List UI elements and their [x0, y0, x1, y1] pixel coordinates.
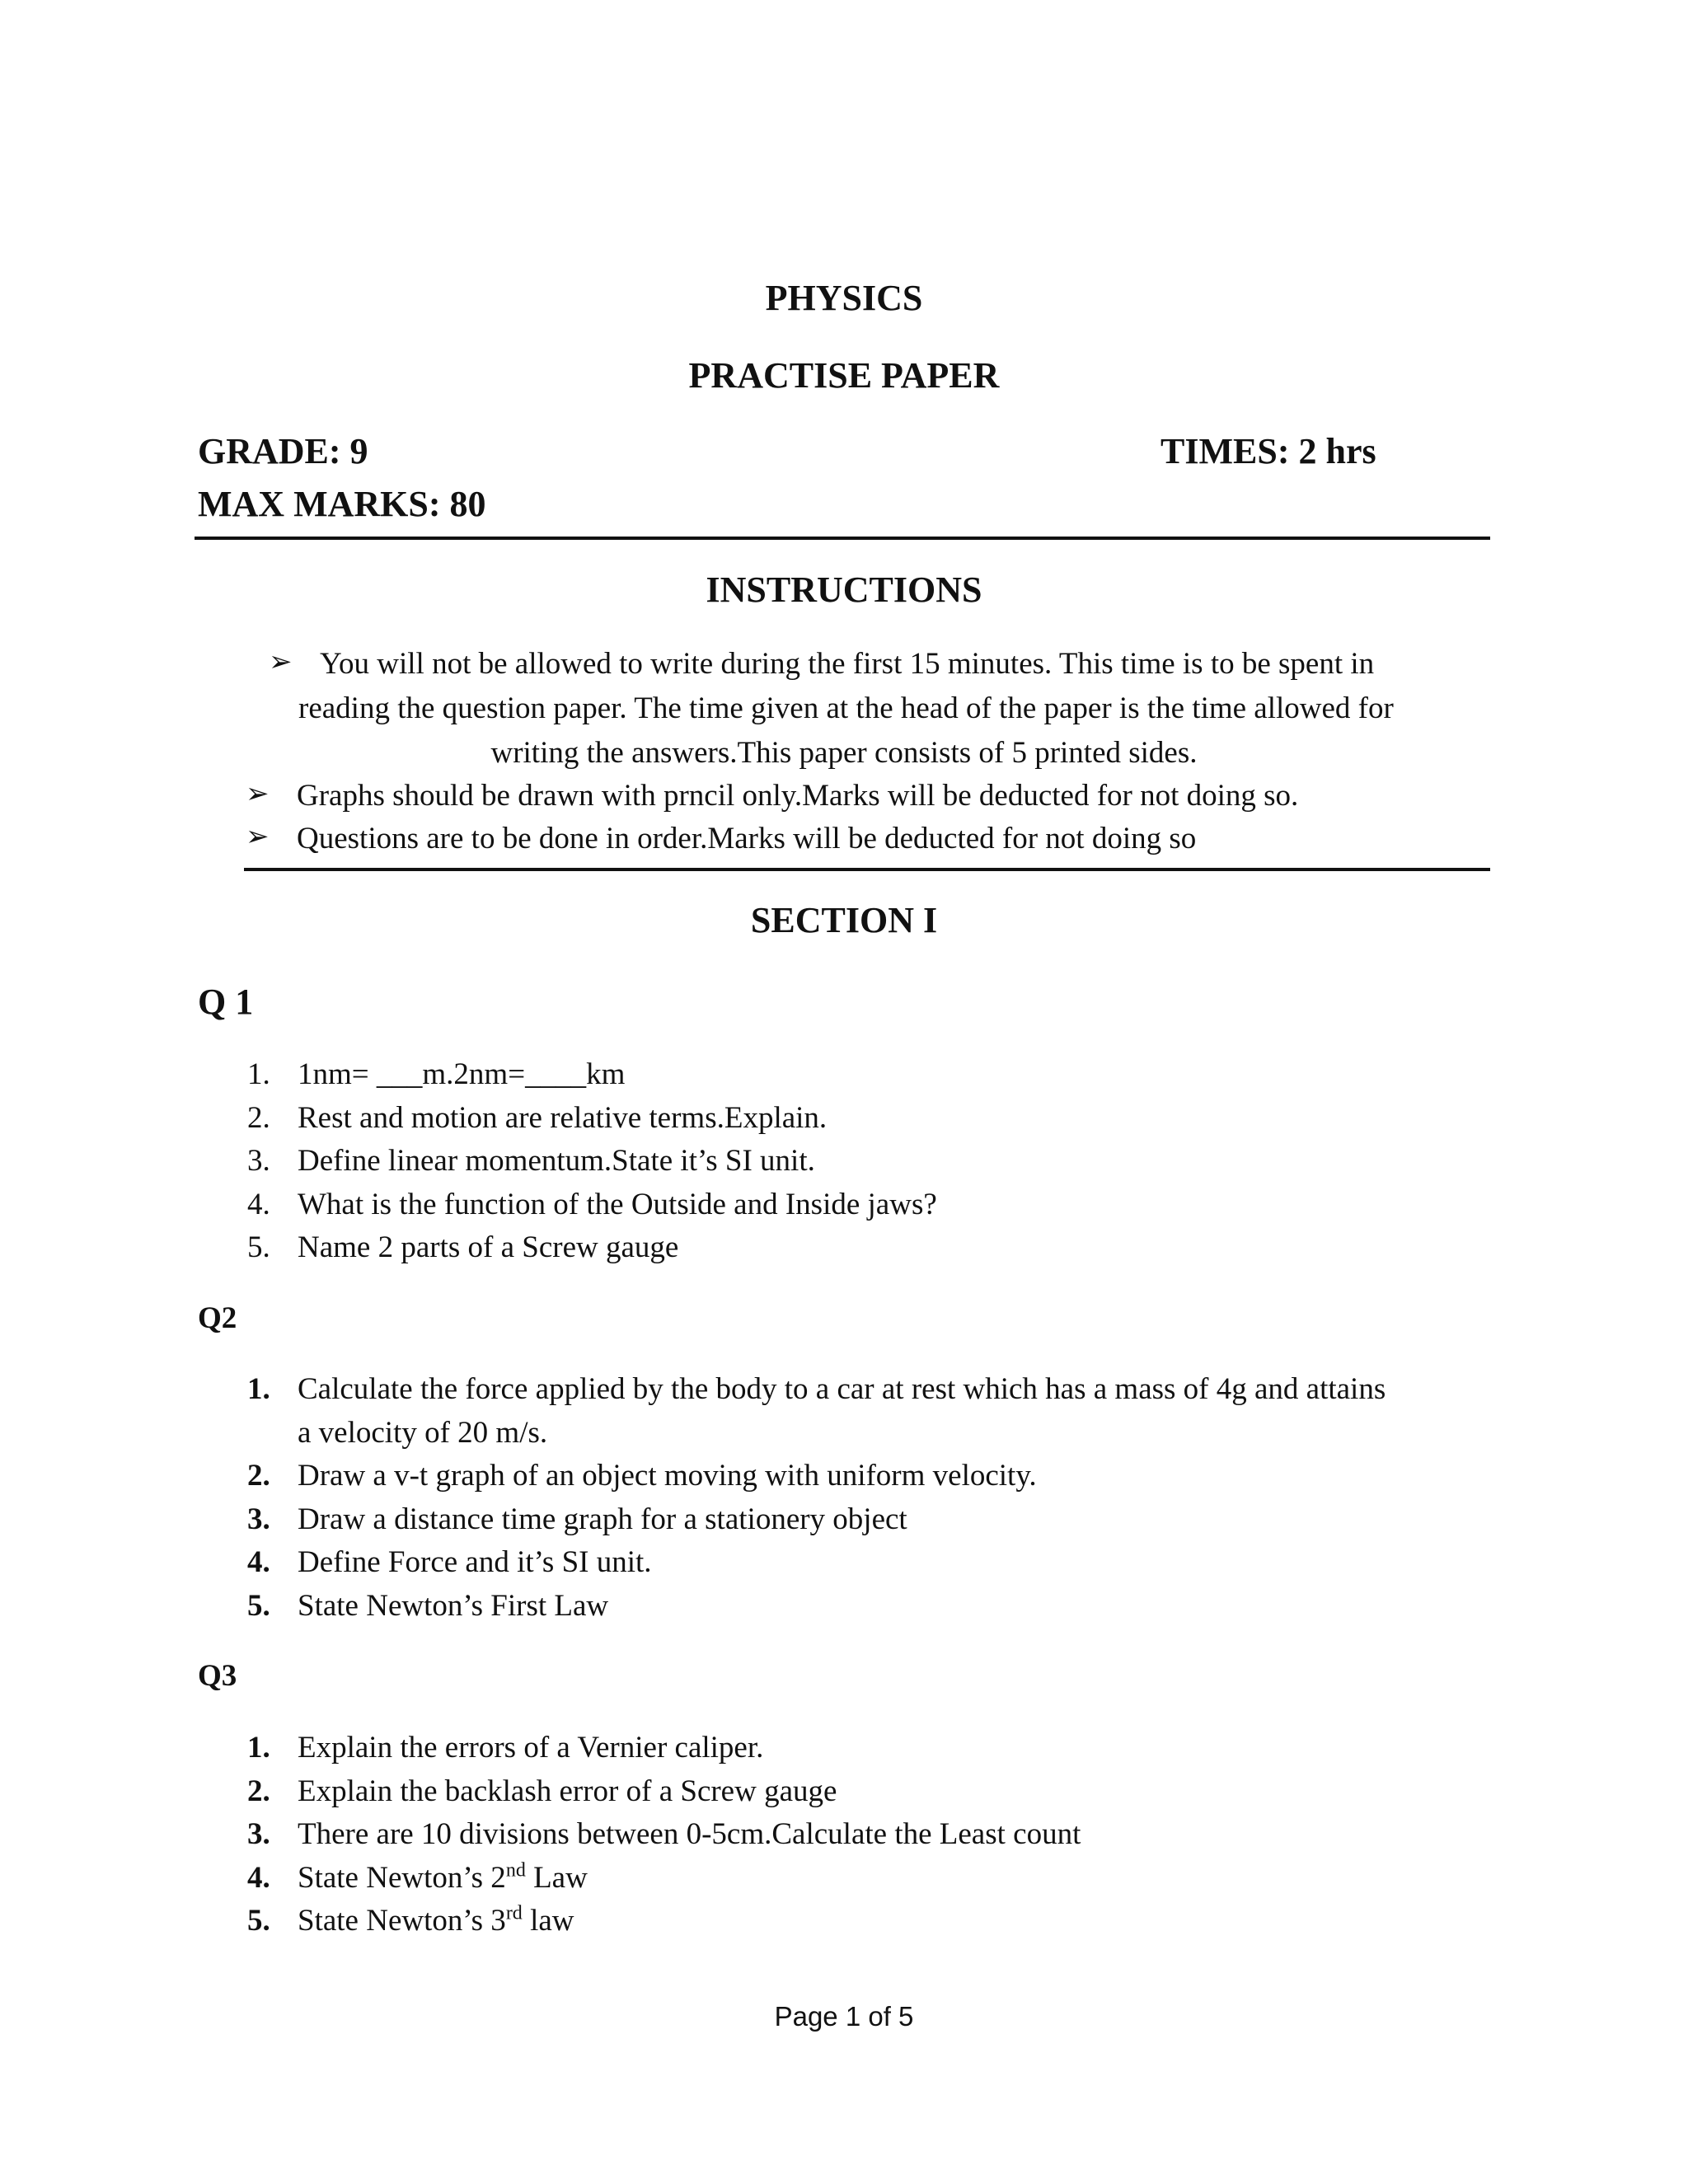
item-number: 3. — [247, 1144, 270, 1178]
list-item — [247, 1585, 1484, 1629]
list-item — [247, 1183, 1484, 1227]
item-text: 1nm= ___m.2nm=____km — [298, 1057, 626, 1091]
question-1-label: Q 1 — [198, 982, 254, 1022]
list-item — [247, 1226, 1484, 1270]
section-title: SECTION I — [750, 900, 938, 940]
item-number: 4. — [247, 1545, 270, 1579]
question-2-list — [247, 1368, 1484, 1628]
item-text: Draw a v-t graph of an object moving with uniform velocity. — [298, 1459, 1037, 1493]
item-number: 4. — [247, 1187, 270, 1221]
item-text: There are 10 divisions between 0-5cm.Calculate the Least count — [298, 1817, 1081, 1851]
instruction-2: Graphs should be drawn with prncil only.Marks will be deducted for not doing so. — [297, 779, 1299, 813]
list-item — [247, 1541, 1484, 1585]
ordinal-suffix: rd — [505, 1902, 523, 1924]
item-number: 2. — [247, 1774, 270, 1808]
list-item — [247, 1900, 1484, 1943]
question-3-list — [247, 1727, 1484, 1943]
max-marks-label: MAX MARKS: 80 — [198, 484, 486, 524]
header-divider — [195, 537, 1490, 540]
item-number: 5. — [247, 1588, 270, 1623]
list-item — [247, 1097, 1484, 1141]
item-text-continued: a velocity of 20 m/s. — [298, 1415, 548, 1450]
list-item — [247, 1813, 1484, 1857]
item-text-after: Law — [525, 1860, 588, 1895]
instruction-1-line-2: reading the question paper. The time given at the head of the paper is the time allowed for — [298, 691, 1394, 725]
item-number: 1. — [247, 1057, 270, 1091]
grade-label: GRADE: 9 — [198, 431, 368, 471]
item-text: Define linear momentum.State it’s SI unit. — [298, 1144, 815, 1178]
item-text: State Newton’s 3 — [298, 1904, 506, 1938]
item-text: Define Force and it’s SI unit. — [298, 1545, 652, 1579]
item-number: 2. — [247, 1100, 270, 1135]
list-item — [247, 1053, 1484, 1097]
item-number: 3. — [247, 1502, 270, 1536]
list-item — [247, 1140, 1484, 1183]
list-item — [247, 1455, 1484, 1498]
question-1-list — [247, 1053, 1484, 1270]
instruction-3: Questions are to be done in order.Marks will be deducted for not doing so — [297, 822, 1197, 855]
list-item — [247, 1727, 1484, 1770]
item-text: Rest and motion are relative terms.Explain. — [298, 1100, 828, 1135]
item-number: 4. — [247, 1860, 270, 1895]
item-text: Explain the backlash error of a Screw gauge — [298, 1774, 837, 1808]
item-text: What is the function of the Outside and Inside jaws? — [298, 1187, 937, 1221]
item-text: Calculate the force applied by the body to a car at rest which has a mass of 4g and attains — [298, 1372, 1386, 1406]
subject-title: PHYSICS — [765, 278, 923, 318]
arrow-bullet-icon: ➢ — [246, 822, 270, 852]
list-item — [247, 1368, 1484, 1455]
question-3-label: Q3 — [198, 1659, 237, 1693]
item-text: Explain the errors of a Vernier caliper. — [298, 1731, 764, 1765]
item-text: State Newton’s First Law — [298, 1588, 609, 1623]
paper-type-title: PRACTISE PAPER — [688, 355, 1000, 396]
list-item — [247, 1770, 1484, 1814]
question-2-label: Q2 — [198, 1301, 237, 1335]
arrow-bullet-icon: ➢ — [269, 647, 293, 677]
item-number: 5. — [247, 1230, 270, 1264]
instructions-heading: INSTRUCTIONS — [706, 569, 982, 610]
item-text: Name 2 parts of a Screw gauge — [298, 1230, 679, 1264]
page-number: Page 1 of 5 — [774, 2001, 914, 2032]
item-text-after: law — [522, 1904, 574, 1938]
list-item — [247, 1857, 1484, 1900]
item-number: 2. — [247, 1459, 270, 1493]
item-text: State Newton’s 2 — [298, 1860, 506, 1895]
item-number: 1. — [247, 1731, 270, 1765]
time-label: TIMES: 2 hrs — [1160, 431, 1376, 471]
ordinal-suffix: nd — [505, 1859, 526, 1882]
item-number: 3. — [247, 1817, 270, 1851]
item-number: 1. — [247, 1372, 270, 1406]
instruction-1-line-1: You will not be allowed to write during the first 15 minutes. This time is to be spent in — [320, 647, 1375, 681]
arrow-bullet-icon: ➢ — [246, 779, 270, 809]
instructions-divider — [244, 868, 1490, 871]
item-text: Draw a distance time graph for a stationery object — [298, 1502, 907, 1536]
item-number: 5. — [247, 1904, 270, 1938]
instruction-1-line-3: writing the answers.This paper consists of 5 printed sides. — [490, 736, 1198, 770]
list-item — [247, 1498, 1484, 1542]
